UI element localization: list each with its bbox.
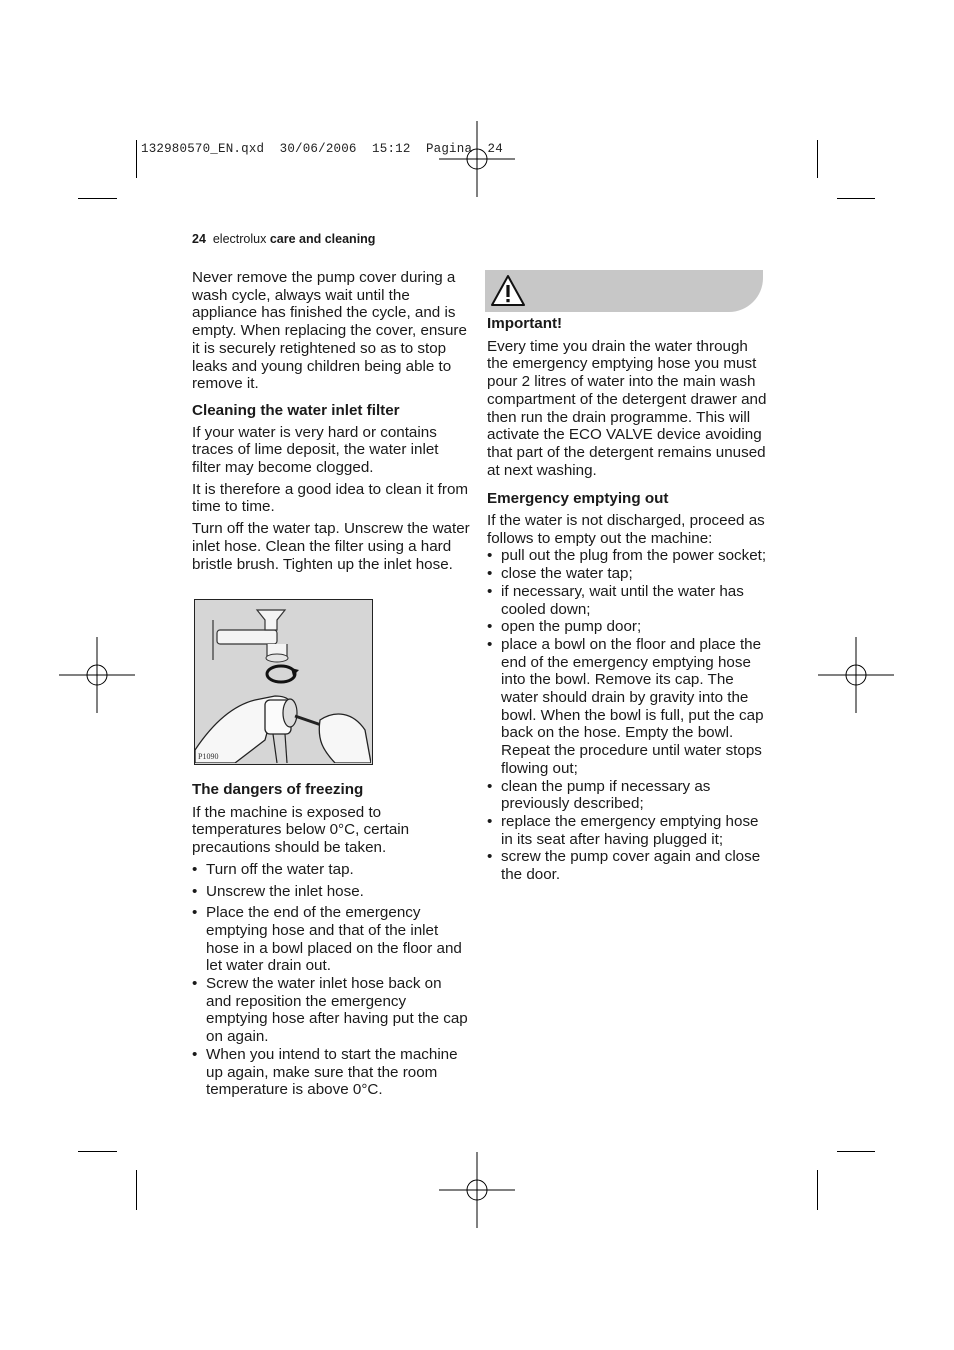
running-header bbox=[192, 232, 375, 246]
list-item: • When you intend to start the machine up again, make sure that the room temperature is above 0°C. bbox=[192, 1046, 470, 1099]
list-item: • Place the end of the emergency emptying hose and that of the inlet hose in a bowl placed on the floor and let water drain out. bbox=[192, 904, 470, 975]
list-item: • screw the pump cover again and close the door. bbox=[487, 848, 767, 883]
important-heading: Important! bbox=[487, 315, 563, 332]
crop-mark bbox=[817, 1170, 818, 1210]
warning-bar bbox=[485, 270, 763, 312]
crop-mark bbox=[837, 198, 875, 199]
list-item: • open the pump door; bbox=[487, 618, 767, 636]
registration-mark-icon bbox=[59, 637, 135, 713]
registration-mark-icon bbox=[439, 1152, 515, 1228]
emergency-heading: Emergency emptying out bbox=[487, 490, 669, 508]
warning-triangle-icon bbox=[490, 274, 526, 308]
emergency-intro: If the water is not discharged, proceed as follows to empty out the machine: bbox=[487, 512, 765, 547]
list-item: • clean the pump if necessary as previously described; bbox=[487, 778, 767, 813]
freezing-paragraph: If the machine is exposed to temperatures below 0°C, certain precautions should be taken. bbox=[192, 803, 410, 857]
important-paragraph: Every time you drain the water through the emergency emptying hose you must pour 2 litres of water into the main wash compartment of the detergent drawer and then run the drain programme. This will activate the ECO VALVE device avoiding that part of the detergent remains unused at next washing. bbox=[487, 337, 767, 479]
illustration-code: P1090 bbox=[198, 752, 219, 761]
intro-paragraph: Never remove the pump cover during a wash cycle, always wait until the appliance has finished the cycle, and is empty. When replacing the cover, ensure it is securely retightened so as to stop leaks and young children being able to remove it. bbox=[192, 269, 467, 393]
left-column-bottom bbox=[192, 781, 470, 1099]
registration-mark-icon bbox=[439, 121, 515, 197]
list-item: • Turn off the water tap. bbox=[192, 861, 470, 879]
filter-paragraph: If your water is very hard or contains traces of lime deposit, the water inlet filter may become clogged. bbox=[192, 423, 439, 477]
list-item: • place a bowl on the floor and place the end of the emergency emptying hose into the bowl. Remove its cap. The water should drain by gravity into the bowl. When the bowl is full, put the cap back on the hose. Empty the bowl. Repeat the procedure until water stops flowing out; bbox=[487, 636, 767, 778]
print-slug: 132980570_EN.qxd 30/06/2006 15:12 Pagina 24 bbox=[141, 142, 503, 156]
left-column-top bbox=[192, 269, 470, 573]
list-item: • Screw the water inlet hose back on and reposition the emergency emptying hose after having put the cap on again. bbox=[192, 975, 470, 1046]
crop-mark bbox=[136, 140, 137, 178]
page-number: 24 bbox=[192, 232, 206, 246]
right-column bbox=[487, 315, 767, 884]
list-item: • Unscrew the inlet hose. bbox=[192, 883, 470, 901]
crop-mark bbox=[78, 198, 117, 199]
registration-mark-icon bbox=[818, 637, 894, 713]
filter-paragraph: Turn off the water tap. Unscrew the water inlet hose. Clean the filter using a hard bristle brush. Tighten up the inlet hose. bbox=[192, 520, 470, 573]
list-item: • replace the emergency emptying hose in its seat after having plugged it; bbox=[487, 813, 767, 848]
freezing-list bbox=[192, 861, 470, 1099]
emergency-list bbox=[487, 547, 767, 883]
rotate-arrow-icon bbox=[267, 666, 299, 682]
brand-name: electrolux bbox=[212, 232, 267, 246]
crop-mark bbox=[78, 1151, 117, 1152]
list-item: • close the water tap; bbox=[487, 565, 767, 583]
filter-cleaning-illustration bbox=[194, 599, 373, 765]
hands-brush-filter-icon bbox=[195, 696, 371, 763]
freezing-heading: The dangers of freezing bbox=[192, 781, 364, 798]
list-item: • if necessary, wait until the water has cooled down; bbox=[487, 583, 767, 618]
water-tap-icon bbox=[213, 610, 288, 662]
list-item: • pull out the plug from the power socket; bbox=[487, 547, 767, 565]
section-title: care and cleaning bbox=[269, 232, 376, 246]
crop-mark bbox=[817, 140, 818, 178]
filter-heading: Cleaning the water inlet filter bbox=[192, 401, 400, 419]
crop-mark bbox=[837, 1151, 875, 1152]
filter-paragraph: It is therefore a good idea to clean it from time to time. bbox=[192, 480, 469, 516]
crop-mark bbox=[136, 1170, 137, 1210]
